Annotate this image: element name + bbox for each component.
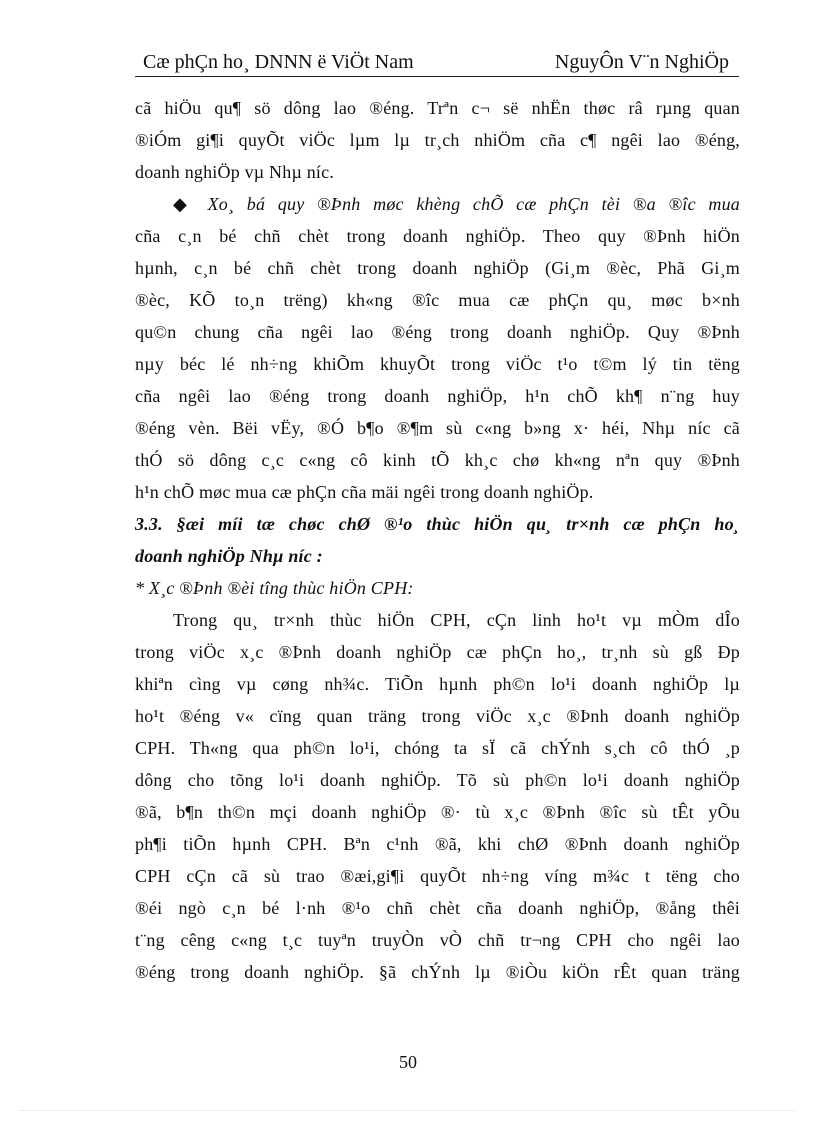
text-line: ®éng vèn. Bëi vËy, ®Ó b¶o ®¶m sù c«ng b»ng x· héi, Nhµ níc cã	[135, 418, 740, 438]
section-heading: 3.3. §æi míi tæ chøc chØ ®¹o thùc hiÖn qu¸ tr×nh cæ phÇn ho¸	[135, 514, 740, 534]
header-author: NguyÔn V¨n NghiÖp	[554, 51, 729, 73]
body-text	[135, 92, 740, 988]
header-title: Cæ phÇn ho¸ DNNN ë ViÖt Nam	[143, 51, 414, 73]
page-number: 50	[399, 1052, 417, 1072]
text-line: trong viÖc x¸c ®Þnh doanh nghiÖp cæ phÇn ho¸, tr¸nh sù gß Ðp	[135, 642, 740, 662]
text-line: ph¶i tiÕn hµnh CPH. Bªn c¹nh ®ã, khi chØ ®Þnh doanh nghiÖp	[135, 834, 740, 854]
subheading: * X¸c ®Þnh ®èi tîng thùc hiÖn CPH:	[135, 578, 414, 598]
text-line: ®èc, KÕ to¸n trëng) kh«ng ®îc mua cæ phÇn qu¸ møc b×nh	[135, 290, 740, 310]
running-header	[135, 48, 739, 77]
text-line: doanh nghiÖp vµ Nhµ níc.	[135, 162, 335, 182]
text-line: thÓ sö dông c¸c c«ng cô kinh tÕ kh¸c chø kh«ng nªn quy ®Þnh	[135, 450, 740, 470]
text-line: ®éng trong doanh nghiÖp. §ã chÝnh lµ ®iÒu kiÖn rÊt quan träng	[135, 962, 740, 982]
text-line: CPH. Th«ng qua ph©n lo¹i, chóng ta sÏ cã chÝnh s¸ch cô thÓ ¸p	[135, 738, 740, 758]
text-line: ®éi ngò c¸n bé l·nh ®¹o chñ chèt cña doanh nghiÖp, ®ång thêi	[135, 898, 740, 918]
text-line: cña c¸n bé chñ chèt trong doanh nghiÖp. Theo quy ®Þnh hiÖn	[135, 226, 740, 246]
text-line: cña ngêi lao ®éng trong doanh nghiÖp, h¹n chÕ kh¶ n¨ng huy	[135, 386, 740, 406]
page-bottom-divider	[20, 1110, 796, 1111]
text-line: CPH cÇn cã sù trao ®æi,gi¶i quyÕt nh÷ng víng m¾c t tëng cho	[135, 866, 740, 886]
text-line: dông cho tõng lo¹i doanh nghiÖp. Tõ sù ph©n lo¹i doanh nghiÖp	[135, 770, 740, 790]
text-line: ®ã, b¶n th©n mçi doanh nghiÖp ®· tù x¸c ®Þnh ®îc sù tÊt yÕu	[135, 802, 740, 822]
text-line: hµnh, c¸n bé chñ chèt trong doanh nghiÖp (Gi¸m ®èc, Phã Gi¸m	[135, 258, 740, 278]
bullet-paragraph-line: ◆ Xo¸ bá quy ®Þnh møc khèng chÕ cæ phÇn tèi ®a ®îc mua	[173, 194, 740, 214]
text-line: t¨ng cêng c«ng t¸c tuyªn truyÒn vÒ chñ tr¬ng CPH cho ngêi lao	[135, 930, 740, 950]
text-line: ho¹t ®éng v« cïng quan träng trong viÖc x¸c ®Þnh doanh nghiÖp	[135, 706, 740, 726]
text-line: Trong qu¸ tr×nh thùc hiÖn CPH, cÇn linh ho¹t vµ mÒm dÎo	[173, 610, 740, 630]
text-line: h¹n chÕ møc mua cæ phÇn cña mäi ngêi trong doanh nghiÖp.	[135, 482, 594, 502]
text-line: khiªn cìng vµ cøng nh¾c. TiÕn hµnh ph©n lo¹i doanh nghiÖp lµ	[135, 674, 740, 694]
text-line: nµy béc lé nh÷ng khiÕm khuyÕt trong viÖc t¹o t©m lý tin tëng	[135, 354, 740, 374]
text-line: cã hiÖu qu¶ sö dông lao ®éng. Trªn c¬ së nhËn thøc râ rµng quan	[135, 98, 740, 118]
text-line: ®iÓm gi¶i quyÕt viÖc lµm lµ tr¸ch nhiÖm cña c¶ ngêi lao ®éng,	[135, 130, 740, 150]
text-line: qu©n chung cña ngêi lao ®éng trong doanh nghiÖp. Quy ®Þnh	[135, 322, 740, 342]
section-heading-cont: doanh nghiÖp Nhµ níc :	[135, 546, 323, 566]
